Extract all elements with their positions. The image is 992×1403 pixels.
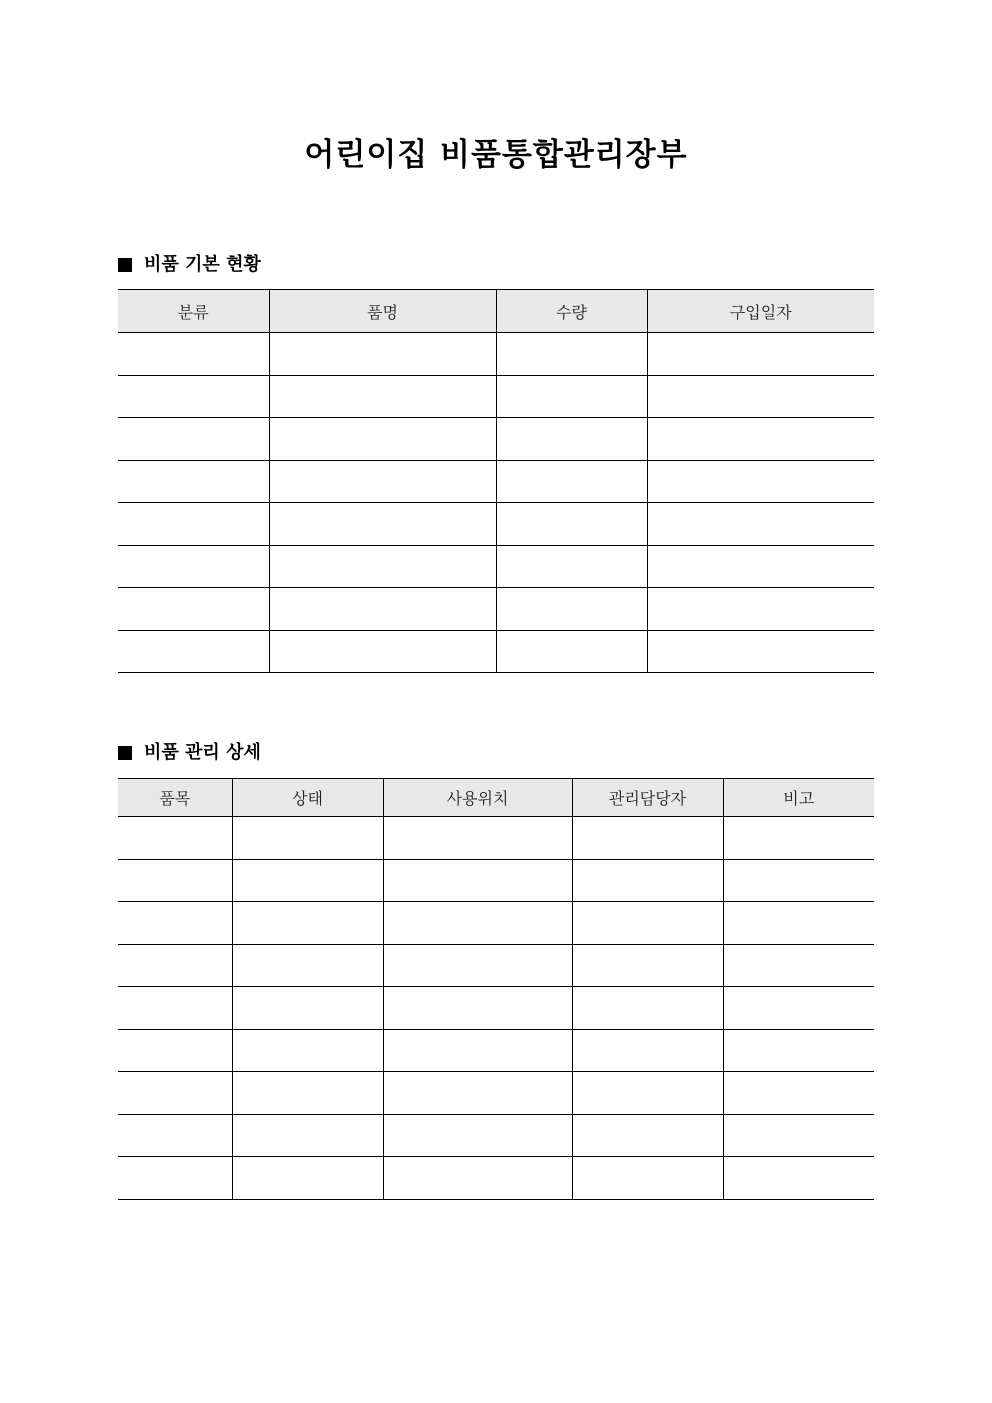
section-heading-basic-label: 비품 기본 현황	[144, 254, 261, 275]
table-cell[interactable]	[118, 1072, 232, 1115]
table-cell[interactable]	[383, 1029, 572, 1072]
table-cell[interactable]	[647, 588, 874, 631]
table-cell[interactable]	[232, 1114, 383, 1157]
table-row	[118, 1072, 874, 1115]
management-detail-table	[118, 778, 874, 1200]
table-cell[interactable]	[647, 503, 874, 546]
column-header-quantity: 수량	[496, 290, 647, 333]
table-cell[interactable]	[232, 944, 383, 987]
table-cell[interactable]	[383, 817, 572, 860]
table-cell[interactable]	[118, 333, 269, 376]
table-cell[interactable]	[118, 902, 232, 945]
table-cell[interactable]	[118, 987, 232, 1030]
table-cell[interactable]	[118, 630, 269, 673]
table-cell[interactable]	[496, 545, 647, 588]
table-cell[interactable]	[118, 418, 269, 461]
table-cell[interactable]	[723, 1114, 874, 1157]
table-cell[interactable]	[647, 375, 874, 418]
square-bullet-icon	[118, 258, 132, 272]
table-row	[118, 1029, 874, 1072]
table-cell[interactable]	[269, 333, 496, 376]
section-heading-basic	[118, 253, 261, 277]
table-cell[interactable]	[496, 333, 647, 376]
table-row	[118, 460, 874, 503]
table-cell[interactable]	[118, 817, 232, 860]
table-row	[118, 418, 874, 461]
document-title: 어린이집 비품통합관리장부	[304, 137, 688, 173]
table-row	[118, 588, 874, 631]
table-cell[interactable]	[496, 460, 647, 503]
table-cell[interactable]	[118, 1114, 232, 1157]
table-cell[interactable]	[232, 1029, 383, 1072]
table-cell[interactable]	[496, 375, 647, 418]
column-header-item: 품목	[118, 779, 232, 817]
column-header-condition: 상태	[232, 779, 383, 817]
table-row	[118, 902, 874, 945]
table-cell[interactable]	[572, 1029, 723, 1072]
table-cell[interactable]	[572, 1157, 723, 1200]
table-cell[interactable]	[118, 503, 269, 546]
table-cell[interactable]	[232, 987, 383, 1030]
table-row	[118, 630, 874, 673]
table-cell[interactable]	[269, 375, 496, 418]
column-header-category: 분류	[118, 290, 269, 333]
section-heading-detail-label: 비품 관리 상세	[144, 742, 261, 763]
table-row	[118, 1157, 874, 1200]
table-cell[interactable]	[383, 902, 572, 945]
table-cell[interactable]	[572, 1072, 723, 1115]
table-cell[interactable]	[723, 1029, 874, 1072]
table-row	[118, 987, 874, 1030]
table-cell[interactable]	[572, 987, 723, 1030]
table-cell[interactable]	[723, 859, 874, 902]
table-row	[118, 333, 874, 376]
table-cell[interactable]	[118, 1029, 232, 1072]
table-cell[interactable]	[723, 817, 874, 860]
table-cell[interactable]	[496, 418, 647, 461]
section-heading-detail	[118, 741, 261, 765]
table-cell[interactable]	[723, 1072, 874, 1115]
table-cell[interactable]	[383, 1114, 572, 1157]
table-cell[interactable]	[118, 859, 232, 902]
table-row	[118, 944, 874, 987]
table-cell[interactable]	[572, 1114, 723, 1157]
table-cell[interactable]	[269, 503, 496, 546]
table-row	[118, 817, 874, 860]
table-cell[interactable]	[723, 987, 874, 1030]
table-cell[interactable]	[269, 460, 496, 503]
column-header-purchase-date: 구입일자	[647, 290, 874, 333]
table-cell[interactable]	[647, 545, 874, 588]
column-header-location: 사용위치	[383, 779, 572, 817]
table-cell[interactable]	[383, 987, 572, 1030]
table-cell[interactable]	[269, 418, 496, 461]
table-cell[interactable]	[647, 630, 874, 673]
table-cell[interactable]	[383, 944, 572, 987]
table-cell[interactable]	[647, 460, 874, 503]
table-cell[interactable]	[118, 375, 269, 418]
table-cell[interactable]	[269, 630, 496, 673]
table-cell[interactable]	[572, 859, 723, 902]
table-row	[118, 1114, 874, 1157]
table-cell[interactable]	[572, 944, 723, 987]
table-row	[118, 545, 874, 588]
table-header-row	[118, 779, 874, 817]
table-cell[interactable]	[232, 859, 383, 902]
square-bullet-icon	[118, 746, 132, 760]
table-cell[interactable]	[232, 902, 383, 945]
table-cell[interactable]	[723, 902, 874, 945]
detail-table-body	[118, 817, 874, 1200]
table-cell[interactable]	[647, 333, 874, 376]
table-row	[118, 503, 874, 546]
table-cell[interactable]	[232, 817, 383, 860]
table-cell[interactable]	[647, 418, 874, 461]
table-cell[interactable]	[269, 588, 496, 631]
basic-table-body	[118, 333, 874, 673]
table-cell[interactable]	[269, 545, 496, 588]
table-row	[118, 375, 874, 418]
table-cell[interactable]	[572, 902, 723, 945]
table-cell[interactable]	[723, 1157, 874, 1200]
table-cell[interactable]	[572, 817, 723, 860]
table-cell[interactable]	[383, 1157, 572, 1200]
table-cell[interactable]	[118, 588, 269, 631]
table-header-row	[118, 290, 874, 333]
table-cell[interactable]	[118, 944, 232, 987]
table-cell[interactable]	[496, 503, 647, 546]
column-header-item-name: 품명	[269, 290, 496, 333]
table-row	[118, 859, 874, 902]
table-cell[interactable]	[232, 1072, 383, 1115]
column-header-remarks: 비고	[723, 779, 874, 817]
table-cell[interactable]	[118, 545, 269, 588]
column-header-manager: 관리담당자	[572, 779, 723, 817]
table-cell[interactable]	[383, 859, 572, 902]
table-cell[interactable]	[383, 1072, 572, 1115]
table-cell[interactable]	[723, 944, 874, 987]
table-cell[interactable]	[118, 460, 269, 503]
table-cell[interactable]	[496, 588, 647, 631]
table-cell[interactable]	[232, 1157, 383, 1200]
table-cell[interactable]	[496, 630, 647, 673]
table-cell[interactable]	[118, 1157, 232, 1200]
basic-status-table	[118, 289, 874, 673]
